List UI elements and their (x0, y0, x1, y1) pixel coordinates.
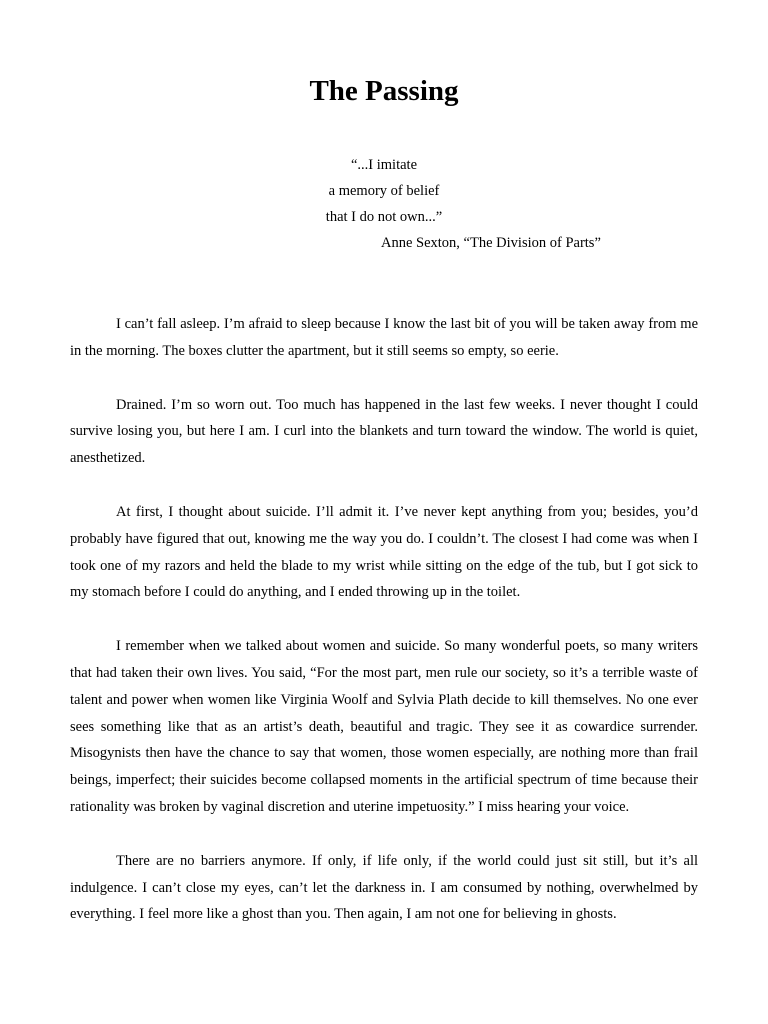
epigraph-line: a memory of belief (328, 183, 440, 199)
body-text (70, 311, 698, 928)
paragraph: At first, I thought about suicide. I’ll admit it. I’ve never kept anything from you; besides, you’d probably have figured that out, knowing me the way you do. I couldn’t. The closest I had come was when I took one of my razors and held the blade to my wrist while sitting on the edge of the tub, but I got sick to my stomach before I could do anything, and I ended throwing up in the toilet. (70, 503, 698, 601)
paragraph: I can’t fall asleep. I’m afraid to sleep because I know the last bit of you will be taken away from me in the morning. The boxes clutter the apartment, but it still seems so empty, so eerie. (70, 316, 698, 359)
epigraph (0, 152, 768, 256)
paragraph: Drained. I’m so worn out. Too much has happened in the last few weeks. I never thought I could survive losing you, but here I am. I curl into the blankets and turn toward the window. The world is quiet, anesthetized. (70, 396, 698, 467)
epigraph-attribution: Anne Sexton, “The Division of Parts” (381, 235, 601, 251)
paragraph: I remember when we talked about women and suicide. So many wonderful poets, so many writers that had taken their own lives. You said, “For the most part, men rule our society, so it’s a terrible waste of talent and power when women like Virginia Woolf and Sylvia Plath decide to kill themselves. No one ever sees something like that as an artist’s death, beautiful and tragic. They see it as cowardice surrender. Misogynists then have the chance to say that women, those women especially, are nothing more than frail beings, imperfect; their suicides become collapsed moments in the artificial spectrum of time because their rationality was broken by vaginal discretion and uterine impetuosity.” I miss hearing your voice. (70, 638, 698, 815)
page-title: The Passing (309, 75, 459, 107)
epigraph-line: “...I imitate (350, 157, 418, 173)
epigraph-line: that I do not own...” (325, 209, 443, 225)
paragraph: There are no barriers anymore. If only, if life only, if the world could just sit still, but it’s all indulgence. I can’t close my eyes, can’t let the darkness in. I am consumed by nothing, overwhelmed by everything. I feel more like a ghost than you. Then again, I am not one for believing in ghosts. (70, 852, 698, 923)
